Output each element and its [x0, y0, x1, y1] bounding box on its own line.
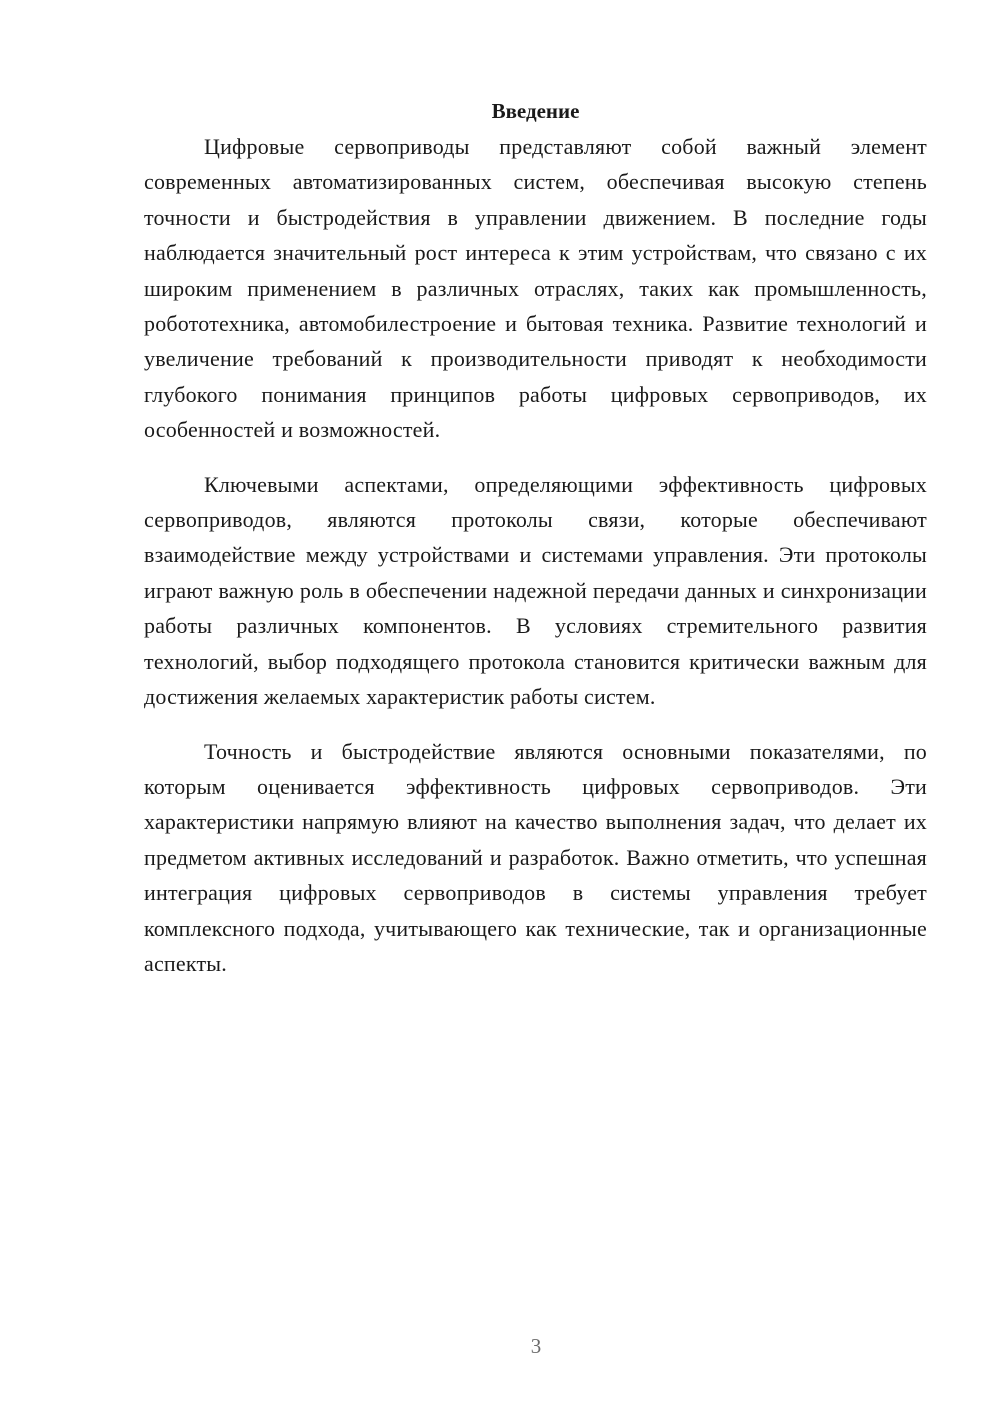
paragraph-3: Точность и быстродействие являются основными показателями, по которым оценивается эффективность цифровых сервоприводов. Эти характеристики напрямую влияют на качество выполнения задач, что делает их предметом активных исследований и разработок. Важно отметить, что успешная интеграция цифровых сервоприводов в системы управления требует комплексного подхода, учитывающего как технические, так и организационные аспекты. — [144, 738, 927, 976]
page-number: 3 — [530, 1334, 542, 1358]
section-title: Введение — [491, 99, 580, 123]
paragraph-2: Ключевыми аспектами, определяющими эффективность цифровых сервоприводов, являются протоколы связи, которые обеспечивают взаимодействие между устройствами и системами управления. Эти протоколы играют важную роль в обеспечении надежной передачи данных и синхронизации работы различных компонентов. В условиях стремительного развития технологий, выбор подходящего протокола становится критически важным для достижения желаемых характеристик работы систем. — [144, 471, 927, 710]
page-content — [144, 94, 927, 981]
paragraph-1: Цифровые сервоприводы представляют собой важный элемент современных автоматизированных систем, обеспечивая высокую степень точности и быстродействия в управлении движением. В последние годы наблюдается значительный рост интереса к этим устройствам, что связано с их широким применением в различных отраслях, таких как промышленность, робототехника, автомобилестроение и бытовая техника. Развитие технологий и увеличение требований к производительности приводят к необходимости глубокого понимания принципов работы цифровых сервоприводов, их особенностей и возможностей. — [144, 134, 927, 443]
